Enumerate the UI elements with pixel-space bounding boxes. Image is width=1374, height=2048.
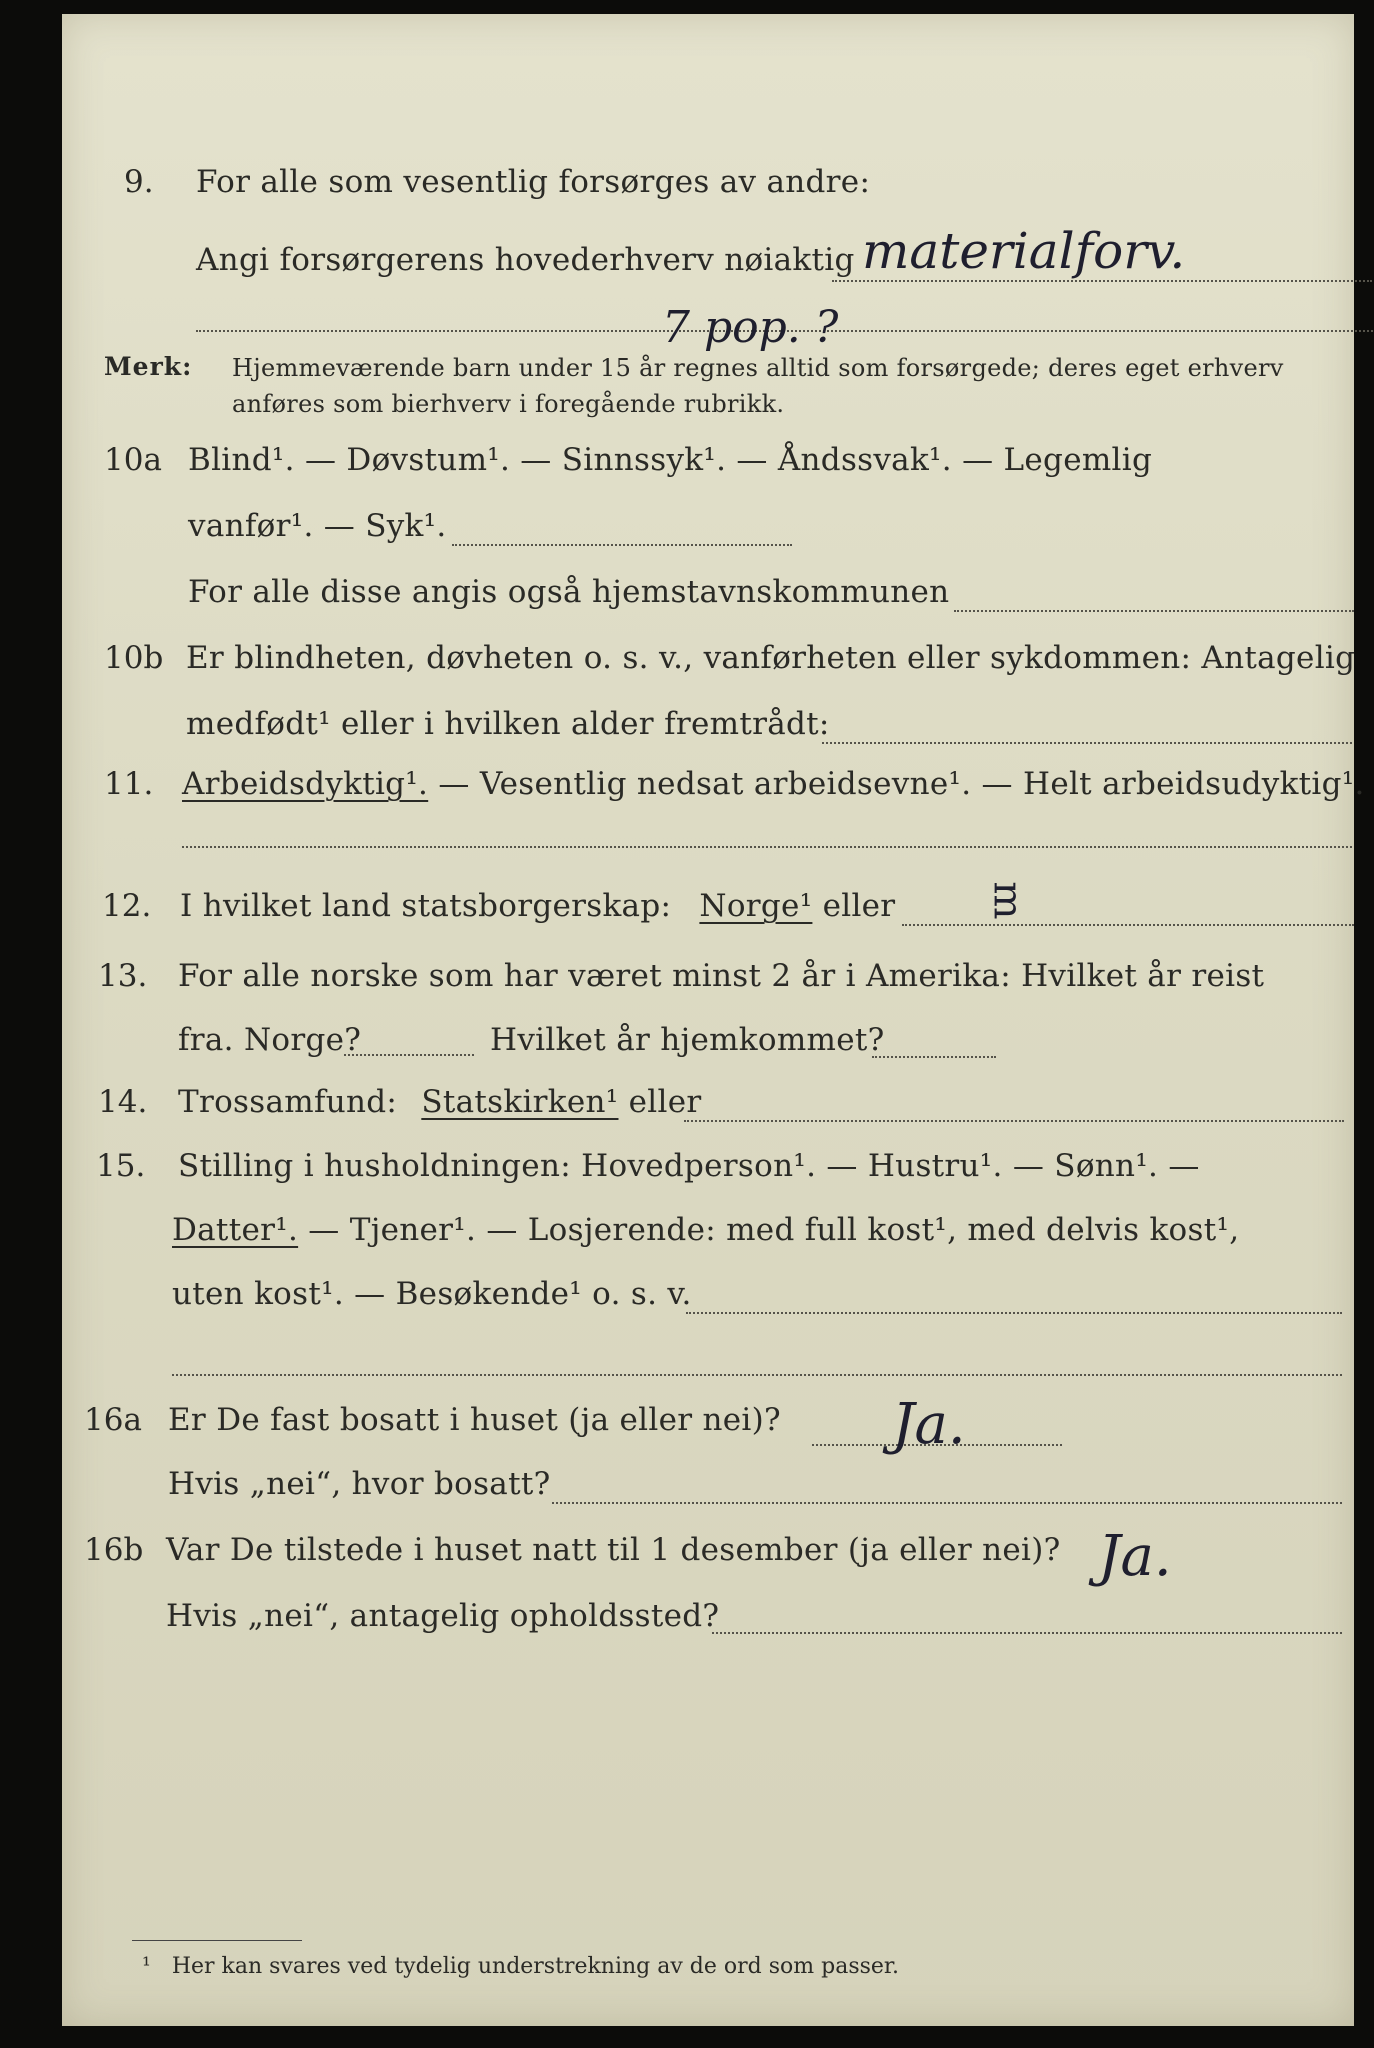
q16b-handwritten-answer: Ja. — [1098, 1524, 1172, 1589]
q10b-line2: medfødt¹ eller i hvilken alder fremtrådt: — [186, 706, 830, 742]
q13-hjemkommet-line — [872, 1056, 996, 1058]
q9-handwritten-answer: materialforv. — [862, 222, 1186, 280]
q16b-opholdssted-line — [712, 1632, 1342, 1634]
q16a-line2: Hvis „nei“, hvor bosatt? — [168, 1466, 551, 1502]
footnote-rule — [132, 1940, 302, 1941]
q13-line1: For alle norske som har været minst 2 år i Amerika: Hvilket år reist — [178, 958, 1265, 994]
q10a-hjemstavn-line — [954, 610, 1354, 612]
q16a-line1: Er De fast bosatt i huset (ja eller nei)? — [168, 1402, 781, 1438]
merk-line2: anføres som bierhverv i foregående rubrikk. — [232, 390, 785, 418]
q10a-number: 10a — [104, 442, 162, 478]
q11-line — [182, 766, 1365, 802]
footnote — [142, 1954, 899, 1979]
q14-after: eller — [628, 1084, 702, 1120]
footnote-mark: ¹ — [142, 1954, 151, 1979]
q15-answer-line-2 — [172, 1374, 1342, 1376]
q16b-number: 16b — [84, 1532, 144, 1568]
q14-underlined-answer: Statskirken¹ — [421, 1084, 619, 1120]
q15-line1: Stilling i husholdningen: Hovedperson¹. — Hustru¹. — Sønn¹. — — [178, 1148, 1200, 1184]
q13-reist-line — [344, 1054, 474, 1056]
q10b-answer-line — [822, 742, 1352, 744]
q16a-handwritten-answer: Ja. — [892, 1392, 966, 1457]
q11-rest: — Vesentlig nedsat arbeidsevne¹. — Helt arbeidsudyktig¹. — [438, 766, 1365, 802]
q12-handwritten-mark: ᴟ — [992, 874, 1019, 920]
q13-number: 13. — [98, 958, 148, 994]
q9-answer-line — [832, 280, 1372, 282]
q12-underlined-answer: Norge¹ — [699, 888, 813, 924]
q13-line2a: fra. Norge? — [178, 1022, 362, 1058]
q11-answer-line — [182, 846, 1352, 848]
q10b-number: 10b — [104, 640, 164, 676]
footnote-text: Her kan svares ved tydelig understrekning av de ord som passer. — [171, 1954, 900, 1979]
q15-line3: uten kost¹. — Besøkende¹ o. s. v. — [172, 1276, 692, 1312]
q12-number: 12. — [102, 888, 152, 924]
census-form-page — [62, 14, 1365, 2026]
merk-label: Merk: — [104, 352, 193, 381]
q14-answer-line — [684, 1120, 1344, 1122]
q16a-number: 16a — [84, 1402, 142, 1438]
q15-underlined-answer: Datter¹. — [172, 1212, 299, 1248]
q11-underlined-answer: Arbeidsdyktig¹. — [182, 766, 429, 802]
q13-line2b: Hvilket år hjemkommet? — [490, 1022, 885, 1058]
q10a-line3: For alle disse angis også hjemstavnskommunen — [188, 574, 950, 610]
q9-line1: For alle som vesentlig forsørges av andre: — [196, 164, 871, 200]
q16b-line2: Hvis „nei“, antagelig opholdssted? — [166, 1598, 720, 1634]
q9-line2: Angi forsørgerens hovederhverv nøiaktig — [196, 242, 855, 278]
q12-after: eller — [822, 888, 896, 924]
q14-text: Trossamfund: — [178, 1084, 398, 1120]
q10a-answer-line — [452, 544, 792, 546]
q15-line2 — [172, 1212, 1239, 1248]
q15-number: 15. — [96, 1148, 146, 1184]
q12-answer-line — [902, 924, 1354, 926]
q10a-line1: Blind¹. — Døvstum¹. — Sinnssyk¹. — Åndssvak¹. — Legemlig — [188, 442, 1153, 478]
q10a-line2: vanfør¹. — Syk¹. — [188, 508, 447, 544]
q16a-bosatt-line — [552, 1502, 1342, 1504]
q9-number: 9. — [124, 164, 154, 200]
q16b-line1: Var De tilstede i huset natt til 1 desember (ja eller nei)? — [166, 1532, 1061, 1568]
merk-line1: Hjemmeværende barn under 15 år regnes alltid som forsørgede; deres eget erhverv — [232, 354, 1284, 382]
q15-answer-line — [686, 1312, 1342, 1314]
q12-text: I hvilket land statsborgerskap: — [180, 888, 672, 924]
q14-line — [178, 1084, 702, 1120]
q11-number: 11. — [104, 766, 154, 802]
q9-handwritten-answer-2: 7 pop. ? — [662, 302, 839, 353]
q10b-line1: Er blindheten, døvheten o. s. v., vanførheten eller sykdommen: Antagelig — [186, 640, 1356, 676]
q15-line2-rest: — Tjener¹. — Losjerende: med full kost¹, med delvis kost¹, — [308, 1212, 1240, 1248]
q14-number: 14. — [98, 1084, 148, 1120]
q12-line — [180, 888, 895, 924]
